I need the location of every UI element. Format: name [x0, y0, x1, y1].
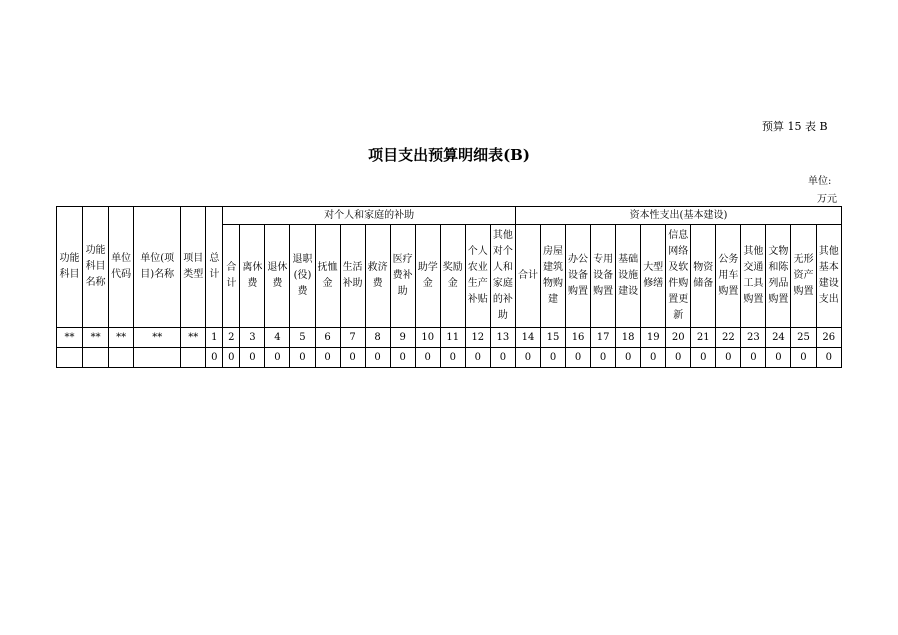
col-header-unit-code: 单位 代码 — [109, 207, 134, 328]
data-cell: 0 — [766, 348, 791, 368]
data-cell: 0 — [206, 348, 223, 368]
col-header-unit-name: 单位(项 目)名称 — [134, 207, 181, 328]
col-header-personal-subsidy: 生活 补助 — [340, 225, 365, 328]
data-cell: 0 — [666, 348, 691, 368]
data-cell: 0 — [490, 348, 515, 368]
data-cell: 0 — [465, 348, 490, 368]
col-header-personal-subsidy: 救济 费 — [365, 225, 390, 328]
data-cell: 0 — [716, 348, 741, 368]
index-cell: 8 — [365, 328, 390, 348]
data-cell: 0 — [390, 348, 415, 368]
data-cell: 0 — [340, 348, 365, 368]
index-cell: 2 — [223, 328, 240, 348]
data-cell: 0 — [515, 348, 540, 368]
page-title: 项目支出预算明细表(B) — [368, 146, 530, 164]
index-cell: ** — [134, 328, 181, 348]
index-cell: 26 — [816, 328, 842, 348]
col-header-func-code: 功能 科目 — [57, 207, 83, 328]
index-cell: 1 — [206, 328, 223, 348]
table-code: 预算 15 表 B — [762, 120, 828, 133]
data-cell: 0 — [741, 348, 766, 368]
col-header-personal-subsidy: 退休 费 — [265, 225, 290, 328]
index-cell: 12 — [465, 328, 490, 348]
index-cell: 14 — [515, 328, 540, 348]
data-cell — [181, 348, 206, 368]
data-cell: 0 — [290, 348, 315, 368]
index-cell: 16 — [566, 328, 591, 348]
col-header-capital-expenditure: 物资 储备 — [691, 225, 716, 328]
index-cell: 18 — [616, 328, 641, 348]
index-cell: 21 — [691, 328, 716, 348]
index-cell: 13 — [490, 328, 515, 348]
col-header-capital-expenditure: 基础 设施 建设 — [616, 225, 641, 328]
index-cell: ** — [181, 328, 206, 348]
index-cell: 4 — [265, 328, 290, 348]
data-cell: 0 — [415, 348, 440, 368]
col-header-capital-expenditure: 大型 修缮 — [641, 225, 666, 328]
data-cell: 0 — [223, 348, 240, 368]
index-cell: 17 — [591, 328, 616, 348]
col-header-func-name: 功能 科目 名称 — [83, 207, 109, 328]
col-header-personal-subsidy: 退职 (役) 费 — [290, 225, 315, 328]
data-cell: 0 — [641, 348, 666, 368]
col-header-capital-expenditure: 办公 设备 购置 — [566, 225, 591, 328]
col-header-personal-subsidy: 医疗 费补 助 — [390, 225, 415, 328]
col-header-personal-subsidy: 奖励 金 — [440, 225, 465, 328]
col-header-personal-subsidy: 助学 金 — [415, 225, 440, 328]
budget-table — [56, 206, 842, 368]
index-cell: 5 — [290, 328, 315, 348]
data-cell — [83, 348, 109, 368]
group-header-capital-expenditure: 资本性支出(基本建设) — [515, 207, 841, 225]
col-header-personal-subsidy: 其他 对个 人和 家庭 的补 助 — [490, 225, 515, 328]
col-header-personal-subsidy: 离休 费 — [240, 225, 265, 328]
index-cell: 15 — [540, 328, 565, 348]
index-cell: 24 — [766, 328, 791, 348]
col-header-capital-expenditure: 无形 资产 购置 — [791, 225, 816, 328]
data-cell — [57, 348, 83, 368]
data-cell: 0 — [566, 348, 591, 368]
index-cell: 11 — [440, 328, 465, 348]
data-cell: 0 — [240, 348, 265, 368]
unit-value: 万元 — [817, 194, 837, 205]
index-cell: ** — [57, 328, 83, 348]
index-cell: 3 — [240, 328, 265, 348]
index-cell: 6 — [315, 328, 340, 348]
col-header-capital-expenditure: 信息 网络 及软 件购 置更 新 — [666, 225, 691, 328]
col-header-capital-expenditure: 房屋 建筑 物购 建 — [540, 225, 565, 328]
col-header-capital-expenditure: 文物 和陈 列品 购置 — [766, 225, 791, 328]
col-header-personal-subsidy: 抚恤 金 — [315, 225, 340, 328]
col-header-project-type: 项目 类型 — [181, 207, 206, 328]
data-cell: 0 — [540, 348, 565, 368]
col-header-grand-total: 总 计 — [206, 207, 223, 328]
col-header-capital-expenditure: 公务 用车 购置 — [716, 225, 741, 328]
index-cell: 23 — [741, 328, 766, 348]
data-cell: 0 — [791, 348, 816, 368]
data-cell: 0 — [365, 348, 390, 368]
index-cell: 25 — [791, 328, 816, 348]
index-cell: ** — [109, 328, 134, 348]
col-header-capital-expenditure: 专用 设备 购置 — [591, 225, 616, 328]
col-header-capital-expenditure: 其他 基本 建设 支出 — [816, 225, 842, 328]
index-cell: 10 — [415, 328, 440, 348]
index-cell: ** — [83, 328, 109, 348]
data-cell: 0 — [816, 348, 842, 368]
data-cell: 0 — [315, 348, 340, 368]
data-cell: 0 — [440, 348, 465, 368]
data-cell: 0 — [616, 348, 641, 368]
index-cell: 7 — [340, 328, 365, 348]
index-cell: 9 — [390, 328, 415, 348]
data-cell: 0 — [691, 348, 716, 368]
index-cell: 20 — [666, 328, 691, 348]
index-cell: 19 — [641, 328, 666, 348]
col-header-capital-expenditure: 其他 交通 工具 购置 — [741, 225, 766, 328]
group-header-personal-subsidy: 对个人和家庭的补助 — [223, 207, 516, 225]
data-cell: 0 — [265, 348, 290, 368]
col-header-personal-subsidy: 个人 农业 生产 补贴 — [465, 225, 490, 328]
data-cell — [109, 348, 134, 368]
unit-label: 单位: — [808, 176, 832, 187]
col-header-personal-subsidy: 合 计 — [223, 225, 240, 328]
data-cell — [134, 348, 181, 368]
col-header-capital-expenditure: 合计 — [515, 225, 540, 328]
data-cell: 0 — [591, 348, 616, 368]
index-cell: 22 — [716, 328, 741, 348]
